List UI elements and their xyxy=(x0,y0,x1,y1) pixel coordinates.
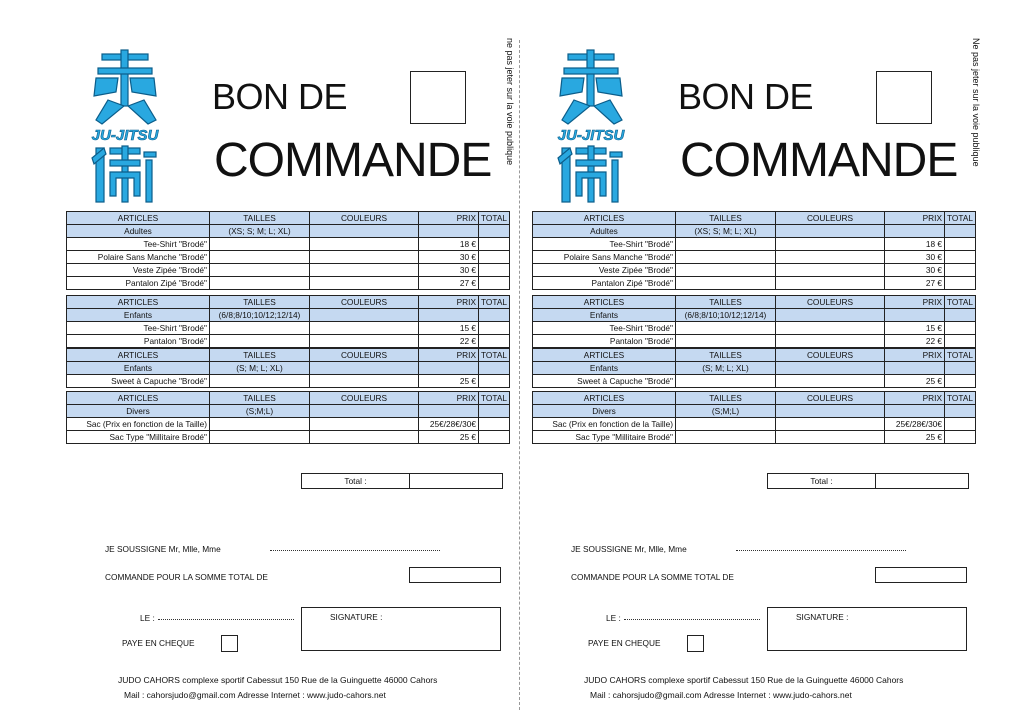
category-label: Divers xyxy=(67,405,210,418)
size-input-cell[interactable] xyxy=(676,264,776,277)
title-bon-de: BON DE xyxy=(678,76,814,117)
table-row xyxy=(533,375,976,388)
sizes-label: (S;M;L) xyxy=(210,405,310,418)
price-cell: 25 € xyxy=(885,375,945,388)
order-table xyxy=(532,348,976,388)
sizes-label: (XS; S; M; L; XL) xyxy=(210,225,310,238)
top-checkbox[interactable] xyxy=(876,71,932,124)
color-input-cell[interactable] xyxy=(776,431,885,444)
size-input-cell[interactable] xyxy=(676,251,776,264)
order-table xyxy=(66,295,510,348)
price-cell: 25€/28€/30€ xyxy=(885,418,945,431)
size-input-cell[interactable] xyxy=(210,264,310,277)
vertical-note: Ne pas jeter sur la voie publique xyxy=(971,38,981,167)
soussigne-name-field[interactable] xyxy=(736,542,906,551)
total-label: Total : xyxy=(302,474,410,488)
col-couleurs: COULEURS xyxy=(310,349,419,362)
top-checkbox[interactable] xyxy=(410,71,466,124)
total-input-cell[interactable] xyxy=(945,375,976,388)
category-label: Enfants xyxy=(533,309,676,322)
col-articles: ARTICLES xyxy=(67,296,210,309)
col-couleurs: COULEURS xyxy=(310,212,419,225)
table-header-row xyxy=(533,212,976,225)
article-name: Tee-Shirt "Brodé" xyxy=(533,238,676,251)
article-name: Polaire Sans Manche "Brodé" xyxy=(533,251,676,264)
color-input-cell[interactable] xyxy=(776,238,885,251)
col-total: TOTAL xyxy=(945,392,976,405)
color-input-cell[interactable] xyxy=(310,264,419,277)
col-prix: PRIX xyxy=(419,212,479,225)
col-tailles: TAILLES xyxy=(210,212,310,225)
size-input-cell[interactable] xyxy=(210,431,310,444)
signature-label: SIGNATURE : xyxy=(796,612,849,622)
table-header-row xyxy=(67,349,510,362)
col-tailles: TAILLES xyxy=(210,392,310,405)
col-articles: ARTICLES xyxy=(533,392,676,405)
color-input-cell[interactable] xyxy=(776,277,885,290)
table-subheader-row xyxy=(533,362,976,375)
order-table xyxy=(66,211,510,290)
date-field[interactable] xyxy=(158,611,294,620)
article-name: Tee-Shirt "Brodé" xyxy=(67,238,210,251)
color-input-cell[interactable] xyxy=(310,431,419,444)
article-name: Sweet à Capuche "Brodé" xyxy=(533,375,676,388)
sizes-label: (S; M; L; XL) xyxy=(676,362,776,375)
table-row xyxy=(67,431,510,444)
col-total: TOTAL xyxy=(479,349,510,362)
table-row xyxy=(533,251,976,264)
table-row xyxy=(533,277,976,290)
article-name: Sac (Prix en fonction de la Taille) xyxy=(67,418,210,431)
table-row xyxy=(67,238,510,251)
price-cell: 18 € xyxy=(885,238,945,251)
logo-text: JU-JITSU xyxy=(557,127,625,144)
col-prix: PRIX xyxy=(419,296,479,309)
col-total: TOTAL xyxy=(479,392,510,405)
col-tailles: TAILLES xyxy=(676,212,776,225)
col-articles: ARTICLES xyxy=(67,212,210,225)
col-prix: PRIX xyxy=(885,349,945,362)
col-tailles: TAILLES xyxy=(676,296,776,309)
col-couleurs: COULEURS xyxy=(310,392,419,405)
total-input-cell[interactable] xyxy=(945,251,976,264)
col-articles: ARTICLES xyxy=(533,212,676,225)
size-input-cell[interactable] xyxy=(676,277,776,290)
vertical-note: ne pas jeter sur la voie publique xyxy=(505,38,515,166)
col-couleurs: COULEURS xyxy=(776,212,885,225)
color-input-cell[interactable] xyxy=(776,375,885,388)
order-form-right xyxy=(466,0,981,723)
total-input-cell[interactable] xyxy=(945,431,976,444)
article-name: Sac Type "Millitaire Brodé" xyxy=(67,431,210,444)
table-header-row xyxy=(533,349,976,362)
color-input-cell[interactable] xyxy=(776,251,885,264)
footer-contact: Mail : cahorsjudo@gmail.com Adresse Internet : www.judo-cahors.net xyxy=(124,690,386,700)
article-name: Polaire Sans Manche "Brodé" xyxy=(67,251,210,264)
price-cell: 30 € xyxy=(419,264,479,277)
sizes-label: (6/8;8/10;10/12;12/14) xyxy=(676,309,776,322)
title-bon-de: BON DE xyxy=(212,76,348,117)
table-row xyxy=(533,264,976,277)
table-row xyxy=(67,264,510,277)
cheque-checkbox[interactable] xyxy=(687,635,704,652)
price-cell: 18 € xyxy=(419,238,479,251)
somme-total-field[interactable] xyxy=(875,567,967,583)
size-input-cell[interactable] xyxy=(676,418,776,431)
col-articles: ARTICLES xyxy=(533,349,676,362)
col-prix: PRIX xyxy=(885,212,945,225)
category-label: Enfants xyxy=(67,309,210,322)
color-input-cell[interactable] xyxy=(776,264,885,277)
col-articles: ARTICLES xyxy=(67,392,210,405)
price-cell: 25 € xyxy=(885,431,945,444)
category-label: Enfants xyxy=(533,362,676,375)
size-input-cell[interactable] xyxy=(676,375,776,388)
col-couleurs: COULEURS xyxy=(310,296,419,309)
order-table xyxy=(66,348,510,388)
price-cell: 27 € xyxy=(419,277,479,290)
order-table xyxy=(532,211,976,290)
date-label: LE : xyxy=(606,613,621,623)
cheque-checkbox[interactable] xyxy=(221,635,238,652)
size-input-cell[interactable] xyxy=(210,375,310,388)
color-input-cell[interactable] xyxy=(310,375,419,388)
size-input-cell[interactable] xyxy=(676,431,776,444)
total-input-cell[interactable] xyxy=(945,335,976,348)
signature-label: SIGNATURE : xyxy=(330,612,383,622)
table-subheader-row xyxy=(533,309,976,322)
color-input-cell[interactable] xyxy=(310,335,419,348)
size-input-cell[interactable] xyxy=(210,335,310,348)
total-input-cell[interactable] xyxy=(945,277,976,290)
category-label: Adultes xyxy=(67,225,210,238)
table-row xyxy=(67,251,510,264)
somme-label: COMMANDE POUR LA SOMME TOTAL DE xyxy=(105,572,268,582)
article-name: Sweet à Capuche "Brodé" xyxy=(67,375,210,388)
price-cell: 30 € xyxy=(885,251,945,264)
title-commande: COMMANDE xyxy=(680,134,958,187)
article-name: Pantalon Zipé "Brodé" xyxy=(67,277,210,290)
category-label: Adultes xyxy=(533,225,676,238)
col-total: TOTAL xyxy=(945,349,976,362)
table-row xyxy=(67,418,510,431)
col-articles: ARTICLES xyxy=(533,296,676,309)
footer-contact: Mail : cahorsjudo@gmail.com Adresse Internet : www.judo-cahors.net xyxy=(590,690,852,700)
table-subheader-row xyxy=(533,405,976,418)
cheque-label: PAYE EN CHEQUE xyxy=(122,638,195,648)
article-name: Tee-Shirt "Brodé" xyxy=(67,322,210,335)
logo-text: JU-JITSU xyxy=(91,127,159,144)
table-header-row xyxy=(533,392,976,405)
table-row xyxy=(67,375,510,388)
grand-total-box[interactable] xyxy=(767,473,969,489)
soussigne-name-field[interactable] xyxy=(270,542,440,551)
price-cell: 27 € xyxy=(885,277,945,290)
price-cell: 22 € xyxy=(419,335,479,348)
article-name: Sac (Prix en fonction de la Taille) xyxy=(533,418,676,431)
color-input-cell[interactable] xyxy=(776,322,885,335)
sizes-label: (XS; S; M; L; XL) xyxy=(676,225,776,238)
table-row xyxy=(533,335,976,348)
total-input-cell[interactable] xyxy=(945,322,976,335)
color-input-cell[interactable] xyxy=(310,277,419,290)
somme-label: COMMANDE POUR LA SOMME TOTAL DE xyxy=(571,572,734,582)
col-total: TOTAL xyxy=(945,212,976,225)
article-name: Pantalon "Brodé" xyxy=(533,335,676,348)
col-prix: PRIX xyxy=(885,296,945,309)
order-table xyxy=(532,391,976,444)
price-cell: 25€/28€/30€ xyxy=(419,418,479,431)
article-name: Veste Zipée "Brodé" xyxy=(533,264,676,277)
table-header-row xyxy=(67,392,510,405)
table-subheader-row xyxy=(67,309,510,322)
price-cell: 30 € xyxy=(885,264,945,277)
table-subheader-row xyxy=(67,225,510,238)
color-input-cell[interactable] xyxy=(776,335,885,348)
col-tailles: TAILLES xyxy=(210,349,310,362)
date-label: LE : xyxy=(140,613,155,623)
col-prix: PRIX xyxy=(885,392,945,405)
article-name: Pantalon "Brodé" xyxy=(67,335,210,348)
color-input-cell[interactable] xyxy=(310,418,419,431)
table-header-row xyxy=(533,296,976,309)
table-header-row xyxy=(67,212,510,225)
size-input-cell[interactable] xyxy=(676,238,776,251)
article-name: Pantalon Zipé "Brodé" xyxy=(533,277,676,290)
title-commande: COMMANDE xyxy=(214,134,492,187)
article-name: Sac Type "Millitaire Brodé" xyxy=(533,431,676,444)
total-input-cell[interactable] xyxy=(945,418,976,431)
soussigne-label: JE SOUSSIGNE Mr, Mlle, Mme xyxy=(571,544,687,554)
soussigne-label: JE SOUSSIGNE Mr, Mlle, Mme xyxy=(105,544,221,554)
table-row xyxy=(533,418,976,431)
color-input-cell[interactable] xyxy=(310,322,419,335)
category-label: Divers xyxy=(533,405,676,418)
size-input-cell[interactable] xyxy=(210,238,310,251)
size-input-cell[interactable] xyxy=(210,418,310,431)
col-couleurs: COULEURS xyxy=(776,392,885,405)
table-subheader-row xyxy=(67,405,510,418)
color-input-cell[interactable] xyxy=(310,238,419,251)
article-name: Tee-Shirt "Brodé" xyxy=(533,322,676,335)
price-cell: 25 € xyxy=(419,375,479,388)
total-label: Total : xyxy=(768,474,876,488)
sizes-label: (S;M;L) xyxy=(676,405,776,418)
size-input-cell[interactable] xyxy=(210,322,310,335)
jujitsu-logo xyxy=(88,48,162,206)
sizes-label: (6/8;8/10;10/12;12/14) xyxy=(210,309,310,322)
table-row xyxy=(533,238,976,251)
size-input-cell[interactable] xyxy=(676,335,776,348)
cheque-label: PAYE EN CHEQUE xyxy=(588,638,661,648)
col-tailles: TAILLES xyxy=(676,392,776,405)
price-cell: 22 € xyxy=(885,335,945,348)
table-subheader-row xyxy=(533,225,976,238)
col-articles: ARTICLES xyxy=(67,349,210,362)
color-input-cell[interactable] xyxy=(310,251,419,264)
article-name: Veste Zipée "Brodé" xyxy=(67,264,210,277)
table-row xyxy=(533,431,976,444)
color-input-cell[interactable] xyxy=(776,418,885,431)
signature-box[interactable] xyxy=(767,607,967,651)
footer-address: JUDO CAHORS complexe sportif Cabessut 150 Rue de la Guinguette 46000 Cahors xyxy=(118,675,438,685)
sizes-label: (S; M; L; XL) xyxy=(210,362,310,375)
table-header-row xyxy=(67,296,510,309)
price-cell: 15 € xyxy=(885,322,945,335)
size-input-cell[interactable] xyxy=(210,277,310,290)
order-table xyxy=(66,391,510,444)
col-couleurs: COULEURS xyxy=(776,349,885,362)
price-cell: 15 € xyxy=(419,322,479,335)
col-total: TOTAL xyxy=(945,296,976,309)
jujitsu-logo xyxy=(554,48,628,206)
col-total: TOTAL xyxy=(479,212,510,225)
col-total: TOTAL xyxy=(479,296,510,309)
table-row xyxy=(533,322,976,335)
order-table xyxy=(532,295,976,348)
footer-address: JUDO CAHORS complexe sportif Cabessut 150 Rue de la Guinguette 46000 Cahors xyxy=(584,675,904,685)
size-input-cell[interactable] xyxy=(210,251,310,264)
total-input-cell[interactable] xyxy=(945,264,976,277)
table-subheader-row xyxy=(67,362,510,375)
price-cell: 30 € xyxy=(419,251,479,264)
category-label: Enfants xyxy=(67,362,210,375)
table-row xyxy=(67,322,510,335)
col-couleurs: COULEURS xyxy=(776,296,885,309)
col-tailles: TAILLES xyxy=(676,349,776,362)
table-row xyxy=(67,277,510,290)
price-cell: 25 € xyxy=(419,431,479,444)
table-row xyxy=(67,335,510,348)
col-tailles: TAILLES xyxy=(210,296,310,309)
col-prix: PRIX xyxy=(419,392,479,405)
size-input-cell[interactable] xyxy=(676,322,776,335)
total-input-cell[interactable] xyxy=(945,238,976,251)
date-field[interactable] xyxy=(624,611,760,620)
col-prix: PRIX xyxy=(419,349,479,362)
